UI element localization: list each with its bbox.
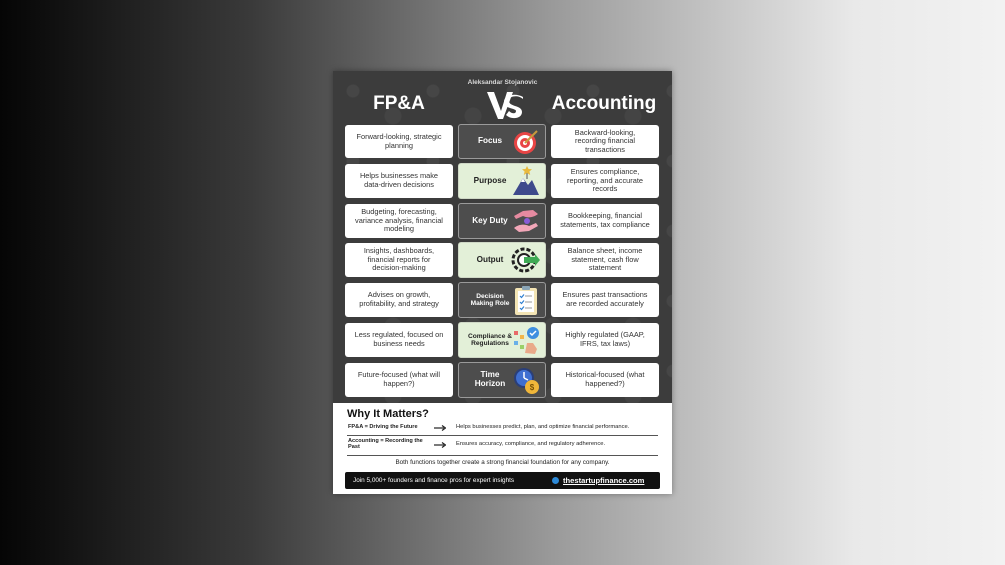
row-timehorizon-label <box>458 362 546 398</box>
why-heading: Why It Matters? <box>347 408 429 420</box>
row-output-accounting: Balance sheet, income statement, cash flow statement <box>551 243 659 277</box>
summary-text: Both functions together create a strong financial foundation for any company. <box>395 459 610 466</box>
accounting-title: Accounting <box>551 93 657 114</box>
row-focus-label <box>458 124 546 159</box>
cta-banner <box>345 472 660 489</box>
arrow-right-icon <box>434 425 446 431</box>
comparison-panel <box>333 71 672 403</box>
clipboard-icon <box>511 285 541 316</box>
row-purpose-label <box>458 163 546 199</box>
row-decision-fpa: Advises on growth, profitability, and strategy <box>345 283 453 317</box>
row-label-text: Time Horizon <box>474 370 506 388</box>
arrow-right-icon <box>434 442 446 448</box>
row-timehorizon-fpa: Future-focused (what will happen?) <box>345 363 453 397</box>
row-decision-accounting: Ensures past transactions are recorded accurately <box>551 283 659 317</box>
row-focus-accounting: Backward-looking, recording financial transactions <box>551 125 659 158</box>
globe-icon <box>552 477 559 484</box>
row-label-text: Output <box>476 254 504 264</box>
row-label-text: Decision Making Role <box>470 292 510 307</box>
row-label-text: Purpose <box>473 175 507 185</box>
row-purpose-accounting: Ensures compliance, reporting, and accurate records <box>551 164 659 198</box>
row-timehorizon-accounting: Historical-focused (what happened?) <box>551 363 659 397</box>
row-compliance-fpa: Less regulated, focused on business needs <box>345 323 453 357</box>
target-icon <box>511 127 541 157</box>
row-output-label <box>458 242 546 278</box>
mountain-star-icon <box>511 166 541 197</box>
row-compliance-accounting: Highly regulated (GAAP, IFRS, tax laws) <box>551 323 659 357</box>
matters-accounting-label: Accounting = Recording the Past <box>348 438 423 451</box>
author-name: Aleksandar Stojanovic <box>467 79 538 86</box>
website-link[interactable]: thestartupfinance.com <box>563 476 645 485</box>
row-label-text: Compliance & Regulations <box>468 332 512 347</box>
why-it-matters-section <box>333 403 672 494</box>
row-keyduty-label <box>458 203 546 239</box>
row-label-text: Key Duty <box>472 215 508 225</box>
fpa-title: FP&A <box>373 93 425 114</box>
gear-arrow-icon <box>511 245 541 276</box>
row-output-fpa: Insights, dashboards, financial reports for decision-making <box>345 243 453 277</box>
row-label-text: Focus <box>477 136 503 146</box>
hands-icon <box>511 206 541 237</box>
row-purpose-fpa: Helps businesses make data-driven decisions <box>345 164 453 198</box>
row-decision-label <box>458 282 546 318</box>
vs-icon <box>485 89 525 121</box>
clock-coin-icon <box>511 365 541 396</box>
row-focus-fpa: Forward-looking, strategic planning <box>345 125 453 158</box>
divider <box>347 435 658 436</box>
compliance-icon <box>511 325 541 356</box>
row-keyduty-fpa: Budgeting, forecasting, variance analysis, financial modeling <box>345 204 453 238</box>
matters-fpa-label: FP&A = Driving the Future <box>348 424 418 430</box>
svg-text:$: $ <box>529 383 535 392</box>
row-compliance-label <box>458 322 546 358</box>
row-keyduty-accounting: Bookkeeping, financial statements, tax compliance <box>551 204 659 238</box>
matters-fpa-desc: Helps businesses predict, plan, and optimize financial performance. <box>456 424 630 430</box>
infographic-poster <box>333 71 672 494</box>
divider <box>347 455 658 456</box>
matters-accounting-desc: Ensures accuracy, compliance, and regulatory adherence. <box>456 441 606 447</box>
cta-text: Join 5,000+ founders and finance pros for expert insights <box>353 477 515 484</box>
